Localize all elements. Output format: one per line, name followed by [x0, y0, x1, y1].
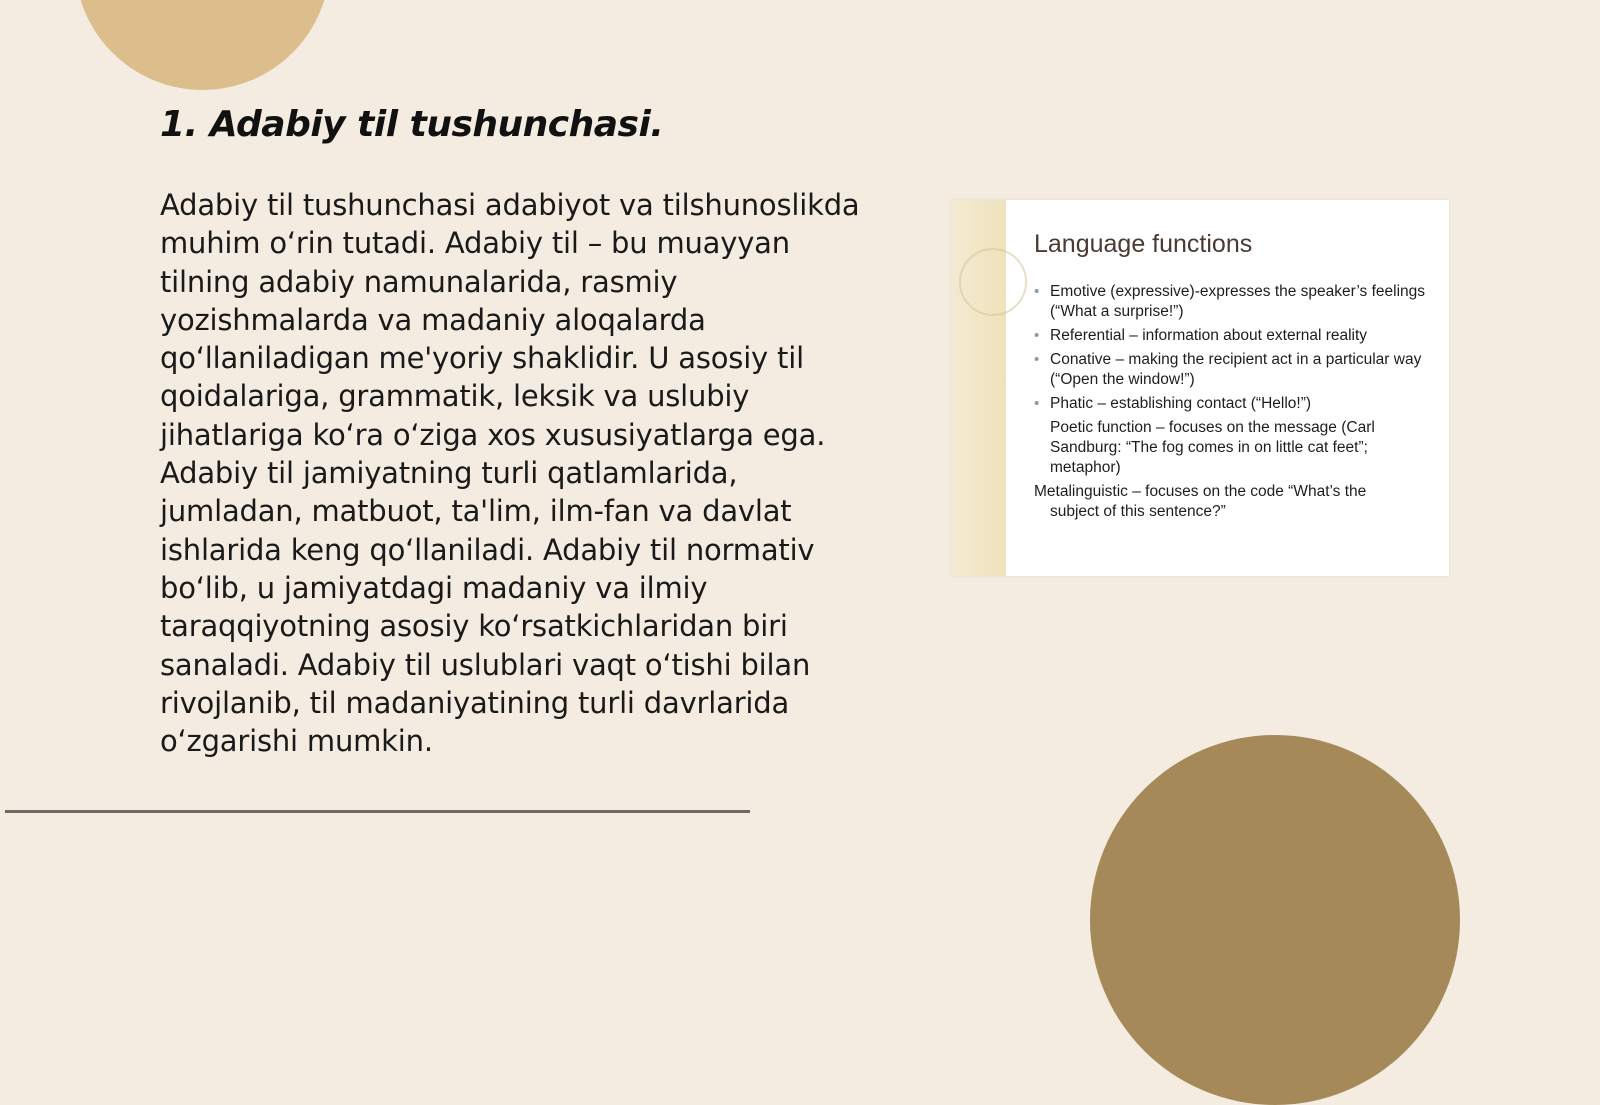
divider-line — [5, 810, 750, 813]
list-item: • Referential – information about external reality — [1034, 326, 1439, 346]
list-item: • Conative – making the recipient act in a particular way (“Open the window!”) — [1034, 350, 1439, 390]
list-item: • Emotive (expressive)-expresses the speaker’s feelings (“What a surprise!”) — [1034, 282, 1439, 322]
slide-title: 1. Adabiy til tushunchasi. — [160, 104, 664, 145]
list-item-continuation: subject of this sentence?” — [1050, 503, 1226, 520]
embedded-slide-title: Language functions — [1034, 230, 1253, 258]
list-item: • Phatic – establishing contact (“Hello!”) — [1034, 394, 1439, 414]
decorative-circle-top — [75, 0, 330, 90]
list-item — [1034, 482, 1439, 522]
embedded-slide-ring-decoration — [959, 248, 1027, 316]
embedded-slide-image — [951, 200, 1449, 576]
list-item-first-line: Metalinguistic – focuses on the code “What’s the — [1034, 483, 1367, 500]
list-item: Poetic function – focuses on the message (Carl Sandburg: “The fog comes in on little cat feet”; metaphor) — [1050, 419, 1375, 476]
embedded-slide-list — [1034, 282, 1439, 526]
decorative-circle-bottom — [1090, 735, 1460, 1105]
slide-body-text: Adabiy til tushunchasi adabiyot va tilshunoslikda muhim o‘rin tutadi. Adabiy til – bu muayyan tilning adabiy namunalarida, rasmiy yozishmalarda va madaniy aloqalarda qo‘llaniladigan me'yoriy shaklidir. U asosiy til qoidalariga, grammatik, leksik va uslubiy jihatlariga ko‘ra o‘ziga xos xususiyatlarga ega. Adabiy til jamiyatning turli qatlamlarida, jumladan, matbuot, ta'lim, ilm-fan va davlat ishlarida keng qo‘llaniladi. Adabiy til normativ bo‘lib, u jamiyatdagi madaniy va ilmiy taraqqiyotning asosiy ko‘rsatkichlaridan biri sanaladi. Adabiy til uslublari vaqt o‘tishi bilan rivojlanib, til madaniyatining turli davrlarida o‘zgarishi mumkin. — [160, 188, 860, 759]
